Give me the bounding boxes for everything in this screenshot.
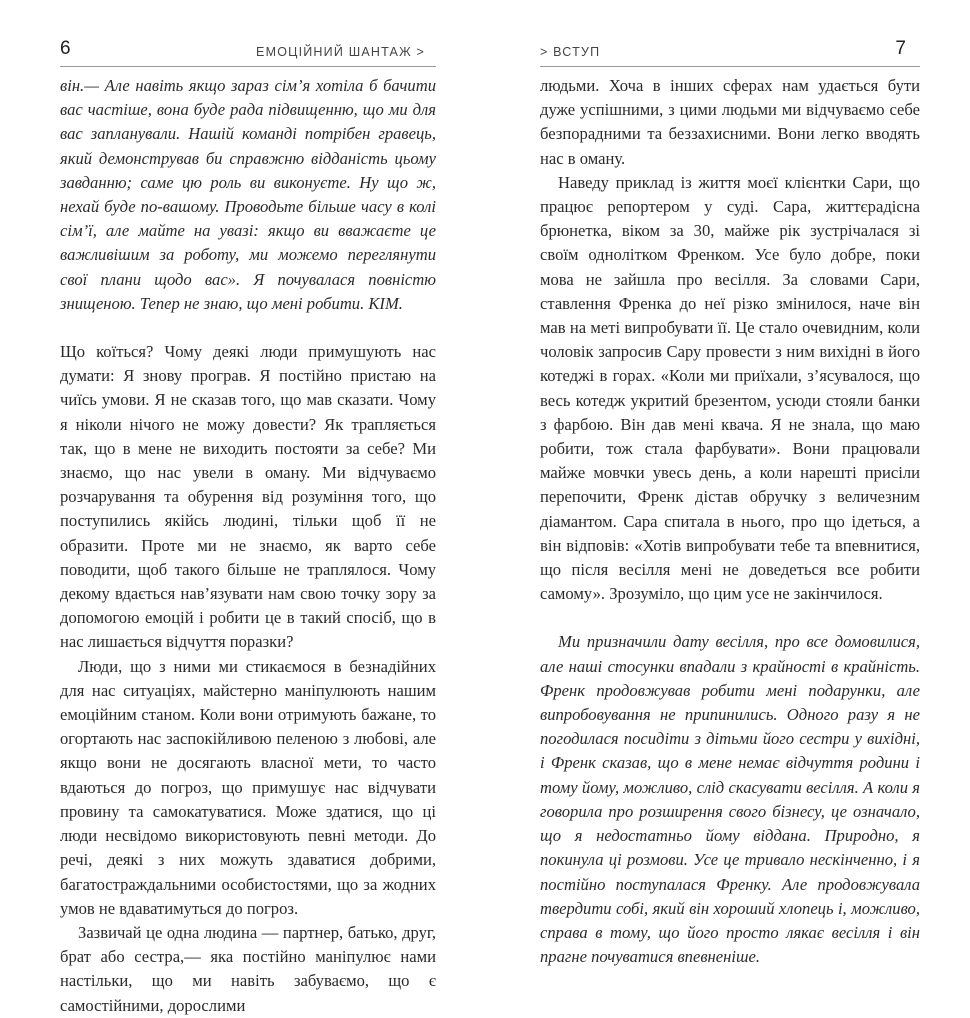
- page-number: 6: [60, 38, 71, 59]
- paragraph-gap: [540, 606, 920, 630]
- page-body: [540, 74, 920, 969]
- paragraph: Наведу приклад із життя моєї клієнтки Сари, що працює репортером у суді. Сара, життєрадісна брюнетка, віком за 30, майже рік зустрічалася зі своїм однолітком Френком. Усе було добре, поки мова не зайшла про весілля. За словами Сари, ставлення Френка до неї різко змінилося, наче він мав на меті випробувати її. Це стало очевидним, коли чоловік запросив Сару провести з ним вихідні в його котеджі в горах. «Коли ми приїхали, з’ясувалося, що весь котедж укритий брезентом, усюди стояли банки з фарбою. Він дав мені квача. Я не знала, що маю робити, тож стала фарбувати». Вони працювали майже мовчки увесь день, а коли нарешті присіли перепочити, Френк дістав обручку з величезним діамантом. Сара спитала в нього, про що ідеться, а він відповів: «Хотів випробувати тебе та впевнитися, що після весілля мені не доведеться все робити самому». Зрозуміло, що цим усе не закінчилося.: [540, 172, 920, 604]
- paragraph: Що коїться? Чому деякі люди примушують нас думати: Я знову програв. Я постійно пристаю на чиїсь умови. Я не сказав того, що мав сказати. Чому я ніколи нічого не можу довести? Як трапляється так, що в мене не виходить постояти за себе? Ми знаємо, що нас увели в оману. Ми відчуваємо розчарування та обурення від розуміння того, що поступились якійсь людині, тільки щоб її не образити. Проте ми не знаємо, як варто себе поводити, щоб такого більше не траплялося. Чому декому вдається нав’язувати нам свою точку зору за допомогою емоцій і робити це в такий спосіб, що в нас лишається відчуття поразки?: [60, 342, 436, 652]
- page-number: 7: [895, 38, 906, 59]
- quoted-story: Ми призначили дату весілля, про все домовилися, але наші стосунки впадали з крайності в крайність. Френк продовжував робити мені подарунки, але випробовування не припинились. Одного разу я не погодилася посидіти з дітьми його сестри у вихідні, і Френк сказав, що в мене немає відчуття родини і тому йому, можливо, слід скасувати весілля. А коли я говорила про розширення свого бізнесу, це означало, що я недостатньо йому віддана. Природно, я покинула ці розмови. Усе це тривало нескінченно, і я постійно поступалася Френку. Але продовжувала твердити собі, який він хороший хлопець і, можливо, справа в тому, що його просто лякає весілля і він прагне почуватися впевненіше.: [540, 632, 920, 967]
- paragraph-gap: [60, 316, 436, 340]
- left-page: [0, 0, 485, 1015]
- running-head: ЕМОЦІЙНИЙ ШАНТАЖ >: [256, 45, 425, 59]
- paragraph: людьми. Хоча в інших сферах нам удається бути дуже успішними, з цими людьми ми відчуваємо себе безпорадними та беззахисними. Вони легко вводять нас в оману.: [540, 76, 920, 168]
- right-page: [485, 0, 970, 967]
- paragraph: Люди, що з ними ми стикаємося в безнадійних для нас ситуаціях, майстерно маніпулюють нашим емоційним станом. Коли вони отримують бажане, то огортають нас заспокійливою пеленою з любові, але якщо вони не досягають власної мети, то часто вдаються до погроз, що примушує нас відчувати провину та самокатуватися. Може здатися, що ці люди несвідомо використовують певні методи. До речі, деякі з них можуть здаватися добрими, багатостраждальними особистостями, що за жодних умов не вдаватимуться до погроз.: [60, 656, 436, 918]
- header-rule: [60, 66, 436, 67]
- page-body: [60, 74, 436, 1018]
- header-rule: [540, 66, 920, 67]
- running-head: > ВСТУП: [540, 45, 601, 59]
- quoted-letter: він.— Але навіть якщо зараз сім’я хотіла б бачити вас частіше, вона буде рада підвищенню, що ми для вас запланували. Нашій команді потрібен гравець, який демонстрував би справжню відданість цьому завданню; саме цю роль ви виконуєте. Ну що ж, нехай буде по-вашому. Проводьте більше часу в колі сім’ї, але майте на увазі: якщо ви вважаєте це важливішим за роботу, ми можемо переглянути свої плани щодо вас». Я почувалася повністю знищеною. Тепер не знаю, що мені робити. КІМ.: [60, 76, 436, 313]
- paragraph: Зазвичай це одна людина — партнер, батько, друг, брат або сестра,— яка постійно маніпулює нами настільки, що ми навіть забуваємо, що є самостійними, дорослими: [60, 922, 436, 1015]
